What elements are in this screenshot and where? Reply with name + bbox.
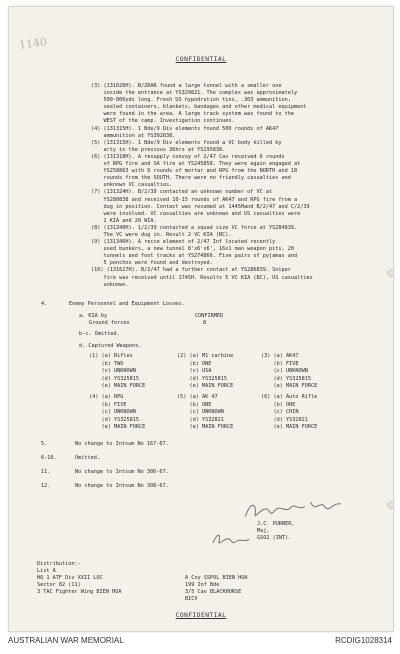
initials-mark: [211, 529, 251, 549]
section-4-number: 4.: [41, 301, 48, 307]
distribution-right-2: 199 Inf Bde: [185, 582, 220, 588]
weapon-3: (3) (a) AK47 (b) FIVE (c) UNKNOWN (d) YS325815 (e) MAIN FORCE: [261, 353, 318, 389]
distribution-left-1: List A: [37, 568, 56, 574]
section-4-title: Enemy Personnel and Equipment Losses.: [69, 301, 185, 307]
punch-hole-lower: [387, 501, 394, 509]
confirmed-label: CONFIRMED: [195, 313, 224, 319]
distribution-title: Distribution:-: [37, 561, 81, 567]
weapon-4: (4) (a) RPG (b) FIVE (c) UNKNOWN (d) YS325815 (e) MAIN FORCE: [89, 394, 146, 430]
item-5-number: 5.: [41, 441, 48, 447]
distribution-right-3: 3/5 Cav BLACKHORSE: [185, 589, 242, 595]
item-6-10-number: 6-10.: [41, 455, 57, 461]
archive-credit: AUSTRALIAN WAR MEMORIAL: [8, 636, 124, 645]
signature-scrawl: [240, 491, 352, 525]
distribution-right-4: BICV: [185, 596, 198, 602]
item-12-number: 12.: [41, 483, 51, 489]
distribution-right-1: A Coy SSPOL BIEN HOA: [185, 575, 248, 581]
weapon-2: (2) (a) M1 carbine (b) ONE (c) USA (d) YS325815 (e) MAIN FORCE: [177, 353, 234, 389]
distribution-left-4: 3 TAC Fighter Wing BIEN HOA: [37, 589, 122, 595]
ground-forces-label: Ground forces: [89, 320, 130, 326]
captured-weapons-label: d. Captured Weapons.: [79, 343, 142, 349]
signatory-name: J.C. PURNER,: [257, 521, 295, 527]
document-page: [8, 6, 394, 632]
initials-scrawl: [211, 529, 251, 552]
paragraph-3-body: (3) (131020H). B/2RAR found a large tunnel with a smaller one inside the entrance at YS329821. The complex was approximately 500-800yds long. Fresh US hypodrution tins, .303 ammunition, sealed containers, blankets, bandages and other medical equipment were found in the area. A large track system was found to the WEST of the camp. Investigation continues. (4) (131315H). 1 Bde/9 Div elements found 500 rounds of AK47 ammunition at YS302838. (5) (131315H). 1 Bde/9 Div elements found a VC body killed by arty in the previous 36hrs at YS295838. (6) (131318H). A resupply convoy of 2/47 Cav received 6 rounds of RPG fire and SA fire at YS245858. They were again engaged at YS258863 with 6 rounds of mortar and RPG from the NORTH and 18 rounds from the SOUTH. There were no friendly casualties and unknown VC casualties. (7) (131324H). B/2/39 contacted an unknown number of VC at YS280838 and received 10-15 rounds of AK47 and RPG fire from a dug in position. Contact was resumed at 1445Hand B/2/47 and C/2/39 were involved. VC casualties are unknown and US casualties were 2 KIA and 20 WIA. (8) (131340H). 1/2/39 contacted a squad size VC force at YS284839. The VC were dug in. Result 2 VC KIA (BC). (9) (131346H). A recce element of 2/47 Inf located recently used bunkers, a new tunnel 8'x6'x6', 16x1 man weapon pits, 20 tunnels and foot tracks at YS274866. Five pairs of pyjamas and 5 ponchos were found and destroyed. (10) (131627H). B/2/47 had a further contact at YS286839. Sniper fire was received until 1745H. Results 5 VC KIA (BC), US casualties unknown.: [91, 83, 313, 288]
weapon-1: (1) (a) Rifles (b) TWO (c) UNKNOWN (d) YS325815 (e) MAIN FORCE: [89, 353, 146, 389]
classification-footer: CONFIDENTIAL: [175, 612, 227, 619]
b-c-omitted: b-c. Omitted.: [79, 331, 120, 337]
item-12-text: No change to Intsum No 308-67.: [75, 483, 169, 489]
signatory-rank: Maj,: [257, 528, 270, 534]
item-11-text: No change to Intsum No 300-67.: [75, 469, 169, 475]
distribution-left-3: Sector 82 (11): [37, 582, 81, 588]
archive-reference: RCDIG1028314: [335, 636, 392, 645]
classification-header: CONFIDENTIAL: [175, 56, 227, 63]
item-11-number: 11.: [41, 469, 51, 475]
weapon-6: (6) (a) Auto Rifle (b) ONE (c) CHIN (d) YS32821 (e) MAIN FORCE: [261, 394, 318, 430]
item-5-text: No change to Intsum No 167-67.: [75, 441, 169, 447]
distribution-left-2: HQ 1 ATF Div XXII LOC: [37, 575, 103, 581]
weapon-5: (5) (a) AK 47 (b) ONE (c) UNKNOWN (d) YS32821 (e) MAIN FORCE: [177, 394, 234, 430]
punch-hole-upper: [387, 269, 394, 277]
kia-label: a. KIA by: [79, 313, 108, 319]
signatory-appointment: GSO2 (INT).: [257, 535, 292, 541]
item-6-10-text: Omitted.: [75, 455, 100, 461]
ground-forces-value: 8: [203, 320, 207, 326]
pencil-annotation: 1140: [18, 35, 48, 52]
